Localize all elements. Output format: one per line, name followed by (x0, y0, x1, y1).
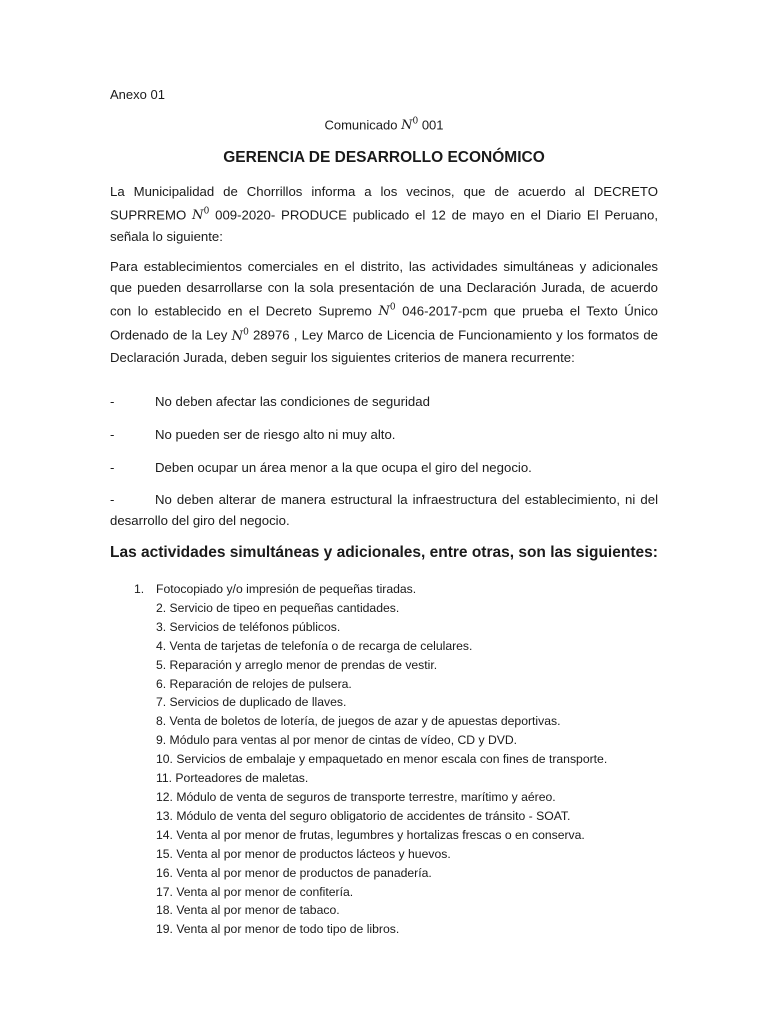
list-item: 11. Porteadores de maletas. (156, 771, 309, 786)
list-item: 18. Venta al por menor de tabaco. (156, 903, 340, 918)
criteria-item: - Deben ocupar un área menor a la que ocupa el giro del negocio. (110, 457, 658, 478)
list-item: 10. Servicios de embalaje y empaquetado en menor escala con fines de transporte. (156, 752, 608, 767)
intro-paragraph: La Municipalidad de Chorrillos informa a los vecinos, que de acuerdo al DECRETO SUPRREMO $N^0$ 009-2020- PRODUCE publicado el 12 de mayo en el Diario El Peruano, señala lo siguiente: (110, 184, 658, 245)
list-item: 13. Módulo de venta del seguro obligatorio de accidentes de tránsito - SOAT. (156, 808, 571, 823)
annex-label: Anexo 01 (110, 87, 165, 102)
comunicado-prefix: Comunicado (324, 117, 398, 133)
number-symbol: $N^0$ (192, 207, 210, 224)
activities-heading: Las actividades simultáneas y adicionales, entre otras, son las siguientes: (110, 544, 658, 561)
list-item: 16. Venta al por menor de productos de panadería. (156, 865, 432, 880)
list-item: 9. Módulo para ventas al por menor de cintas de vídeo, CD y DVD. (156, 733, 518, 748)
list-item: 2. Servicio de tipeo en pequeñas cantidades. (156, 600, 400, 615)
bullet-dash: - (110, 427, 115, 442)
criteria-item: - No deben alterar de manera estructural la infraestructura del establecimiento, ni del desarrollo del giro del negocio. (110, 489, 658, 531)
list-item: 5. Reparación y arreglo menor de prendas de vestir. (156, 657, 438, 672)
list-item: 8. Venta de boletos de lotería, de juegos de azar y de apuestas deportivas. (156, 714, 561, 729)
document-title: GERENCIA DE DESARROLLO ECONÓMICO (223, 149, 545, 166)
comunicado-number: 001 (421, 117, 444, 133)
criteria-item: - No deben afectar las condiciones de seguridad (110, 391, 658, 412)
number-symbol: $N^0$ (401, 117, 419, 134)
bullet-dash: - (110, 492, 115, 507)
bullet-dash: - (110, 460, 115, 475)
list-item: 6. Reparación de relojes de pulsera. (156, 676, 352, 691)
criteria-paragraph: Para establecimientos comerciales en el distrito, las actividades simultáneas y adicionales que pueden desarrollarse con la sola presentación de una Declaración Jurada, de acuerdo con lo establecido en el Decreto Supremo $N^0$ 046-2017-pcm que prueba el Texto Único Ordenado de la Ley $N^0$ 28976 , Ley Marco de Licencia de Funcionamiento y los formatos de Declaración Jurada, deben seguir los siguientes criterios de manera recurrente: (110, 259, 658, 365)
number-symbol: $N^0$ (378, 303, 396, 320)
list-item: 17. Venta al por menor de confitería. (156, 884, 354, 899)
activities-list (134, 580, 607, 939)
criteria-item: - No pueden ser de riesgo alto ni muy alto. (110, 424, 658, 445)
number-symbol: $N^0$ (231, 327, 249, 344)
list-item: 15. Venta al por menor de productos lácteos y huevos. (156, 846, 451, 861)
list-item: 1. Fotocopiado y/o impresión de pequeñas tiradas. (134, 582, 417, 596)
list-item: 12. Módulo de venta de seguros de transporte terrestre, marítimo y aéreo. (156, 789, 556, 804)
list-item: 14. Venta al por menor de frutas, legumbres y hortalizas frescas o en conserva. (156, 827, 585, 842)
list-item: 4. Venta de tarjetas de telefonía o de recarga de celulares. (156, 638, 473, 653)
bullet-dash: - (110, 394, 115, 409)
list-item: 3. Servicios de teléfonos públicos. (156, 619, 341, 634)
comunicado-line (0, 117, 768, 133)
list-item: 19. Venta al por menor de todo tipo de libros. (156, 922, 400, 937)
list-item: 7. Servicios de duplicado de llaves. (156, 695, 347, 710)
